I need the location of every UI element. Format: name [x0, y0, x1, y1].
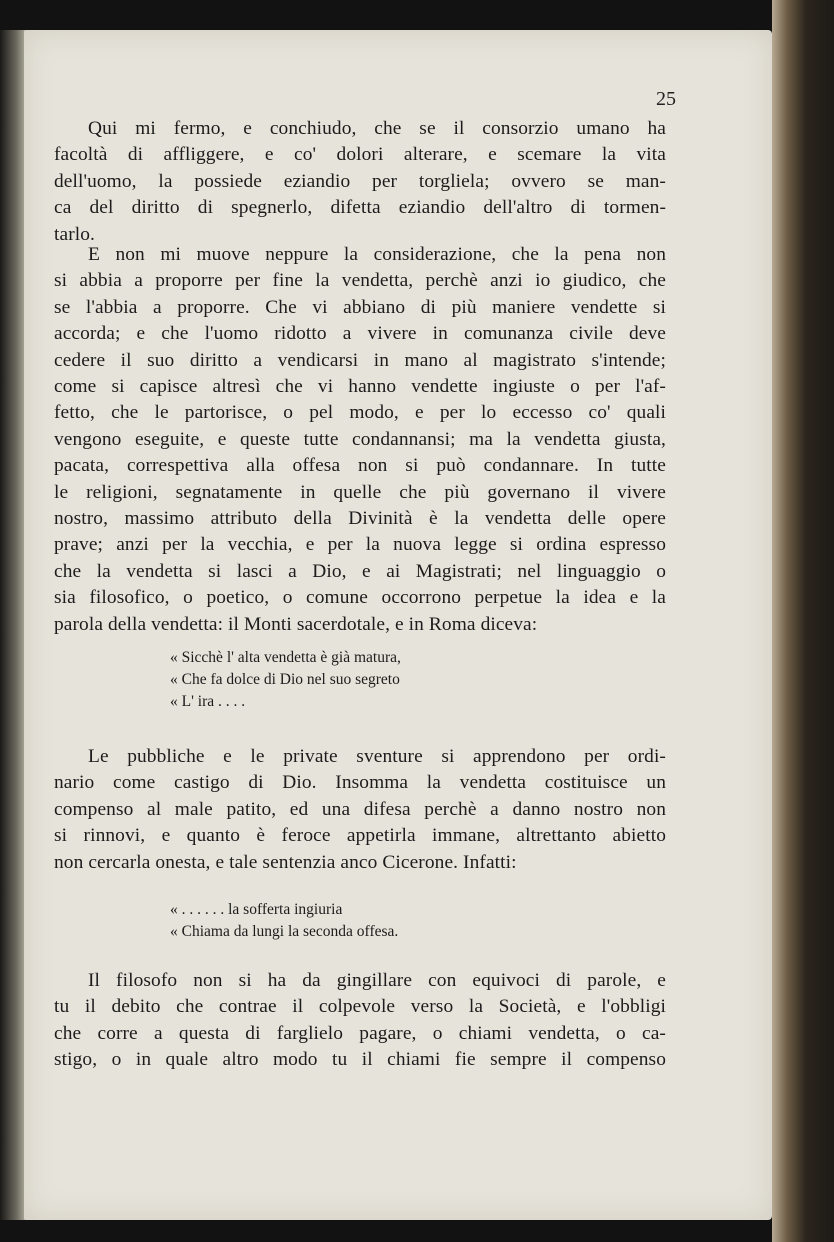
- text-line: nostro, massimo attributo della Divinità è la vendetta delle opere: [54, 508, 666, 530]
- text-line: accorda; e che l'uomo ridotto a vivere in comunanza civile deve: [54, 323, 666, 345]
- paragraph-3: [54, 744, 666, 876]
- text-line: tarlo.: [54, 223, 95, 245]
- verse-line: « Sicchè l' alta vendetta è già matura,: [170, 649, 401, 666]
- text-line: non cercarla onesta, e tale sentenzia anco Cicerone. Infatti:: [54, 851, 517, 873]
- text-line: cedere il suo diritto a vendicarsi in mano al magistrato s'intende;: [54, 349, 666, 371]
- text-line: le religioni, segnatamente in quelle che più governano il vivere: [54, 481, 666, 503]
- text-line: fetto, che le partorisce, o pel modo, e per lo eccesso co' quali: [54, 402, 666, 424]
- text-line: Il filosofo non si ha da gingillare con equivoci di parole, e: [88, 970, 666, 991]
- text-line: prave; anzi per la vecchia, e per la nuova legge si ordina espresso: [54, 534, 666, 556]
- paragraph-2: [54, 242, 666, 638]
- verse-quote-1: [170, 647, 401, 713]
- text-line: si abbia a proporre per fine la vendetta, perchè anzi io giudico, che: [54, 270, 666, 292]
- text-line: che corre a questa di farglielo pagare, o chiami vendetta, o ca-: [54, 1022, 666, 1044]
- verse-quote-2: [170, 899, 398, 943]
- verse-line: « Che fa dolce di Dio nel suo segreto: [170, 671, 400, 688]
- verse-line: « L' ira . . . .: [170, 693, 246, 710]
- text-line: ca del diritto di spegnerlo, difetta eziandio dell'altro di tormen-: [54, 197, 666, 219]
- paragraph-1: [54, 116, 666, 248]
- text-line: parola della vendetta: il Monti sacerdotale, e in Roma diceva:: [54, 613, 538, 635]
- page-number: 25: [656, 88, 676, 110]
- text-line: E non mi muove neppure la considerazione, che la pena non: [88, 244, 666, 265]
- text-line: tu il debito che contrae il colpevole verso la Società, e l'obbligi: [54, 996, 666, 1018]
- text-line: Le pubbliche e le private sventure si apprendono per ordi-: [88, 746, 666, 767]
- book-spine-edge: [772, 0, 834, 1242]
- text-line: che la vendetta si lasci a Dio, e ai Magistrati; nel linguaggio o: [54, 560, 666, 582]
- text-line: sia filosofico, o poetico, o comune occorrono perpetue la idea e la: [54, 587, 666, 609]
- text-line: stigo, o in quale altro modo tu il chiami fie sempre il compenso: [54, 1049, 666, 1071]
- text-line: Qui mi fermo, e conchiudo, che se il consorzio umano ha: [88, 118, 666, 139]
- text-line: se l'abbia a proporre. Che vi abbiano di più maniere vendette si: [54, 296, 666, 318]
- text-line: compenso al male patito, ed una difesa perchè a danno nostro non: [54, 798, 666, 820]
- text-line: vengono eseguite, e queste tutte condannansi; ma la vendetta giusta,: [54, 428, 666, 450]
- verse-line: « Chiama da lungi la seconda offesa.: [170, 923, 399, 940]
- verse-line: « . . . . . . la sofferta ingiuria: [170, 901, 343, 918]
- text-line: pacata, correspettiva alla offesa non si può condannare. In tutte: [54, 455, 666, 477]
- text-line: dell'uomo, la possiede eziandio per torgliela; ovvero se man-: [54, 170, 666, 192]
- text-line: come si capisce altresì che vi hanno vendette ingiuste o per l'af-: [54, 376, 666, 398]
- text-line: nario come castigo di Dio. Insomma la vendetta costituisce un: [54, 772, 666, 794]
- text-line: facoltà di affliggere, e co' dolori alterare, e scemare la vita: [54, 144, 666, 166]
- paragraph-4: [54, 968, 666, 1074]
- text-line: si rinnovi, e quanto è feroce appetirla immane, altrettanto abietto: [54, 825, 666, 847]
- book-page: [24, 30, 772, 1220]
